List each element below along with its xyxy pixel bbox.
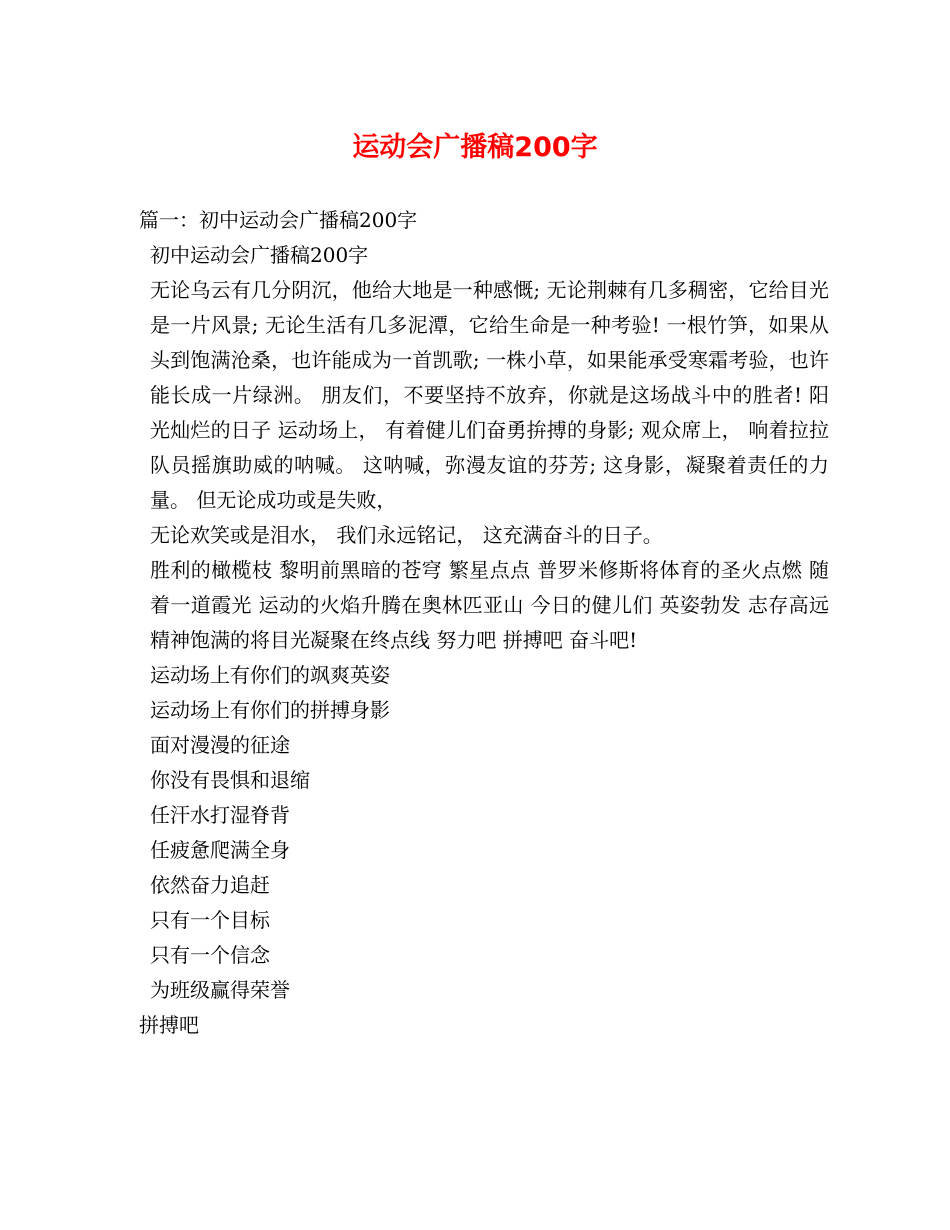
paragraph-1-ending: 无论欢笑或是泪水， 我们永远铭记， 这充满奋斗的日子。 [150, 523, 663, 547]
poem-line: 只有一个信念 [150, 943, 270, 967]
section-heading: 篇一：初中运动会广播稿200字 [139, 208, 418, 232]
poem-line: 你没有畏惧和退缩 [150, 768, 310, 792]
poem-line: 运动场上有你们的拼搏身影 [150, 698, 390, 722]
subheading: 初中运动会广播稿200字 [150, 243, 369, 267]
poem-line: 任汗水打湿脊背 [150, 803, 290, 827]
closing-line: 拼搏吧 [139, 1013, 199, 1037]
document-body [139, 203, 829, 1043]
poem-line: 面对漫漫的征途 [150, 733, 290, 757]
poem-line: 依然奋力追赶 [150, 873, 270, 897]
document-title: 运动会广播稿200字 [352, 132, 598, 163]
paragraph-1: 无论乌云有几分阴沉，他给大地是一种感慨; 无论荆棘有几多稠密，它给目光是一片风景; 无论生活有几多泥潭，它给生命是一种考验! 一根竹笋，如果从头到饱满沧桑，也许能成为一首凯歌; 一株小草，如果能承受寒霜考验，也许能长成一片绿洲。 朋友们，不要坚持不放弃，你就是这场战斗中的胜者! 阳光灿烂的日子 运动场上， 有着健儿们奋勇拚搏的身影; 观众席上， 响着拉拉队员摇旗助威的呐喊。 这呐喊，弥漫友谊的芬芳; 这身影，凝聚着责任的力量。 但无论成功或是失败， [150, 278, 829, 512]
poem-line: 任疲惫爬满全身 [150, 838, 290, 862]
poem-line: 为班级赢得荣誉 [150, 978, 290, 1002]
poem-line: 运动场上有你们的飒爽英姿 [150, 663, 390, 687]
paragraph-2: 胜利的橄榄枝 黎明前黑暗的苍穹 繁星点点 普罗米修斯将体育的圣火点燃 随着一道霞光 运动的火焰升腾在奥林匹亚山 今日的健儿们 英姿勃发 志存高远 精神饱满的将目光凝聚在终点线 努力吧 拼搏吧 奋斗吧! [150, 558, 829, 652]
poem-line: 只有一个目标 [150, 908, 270, 932]
